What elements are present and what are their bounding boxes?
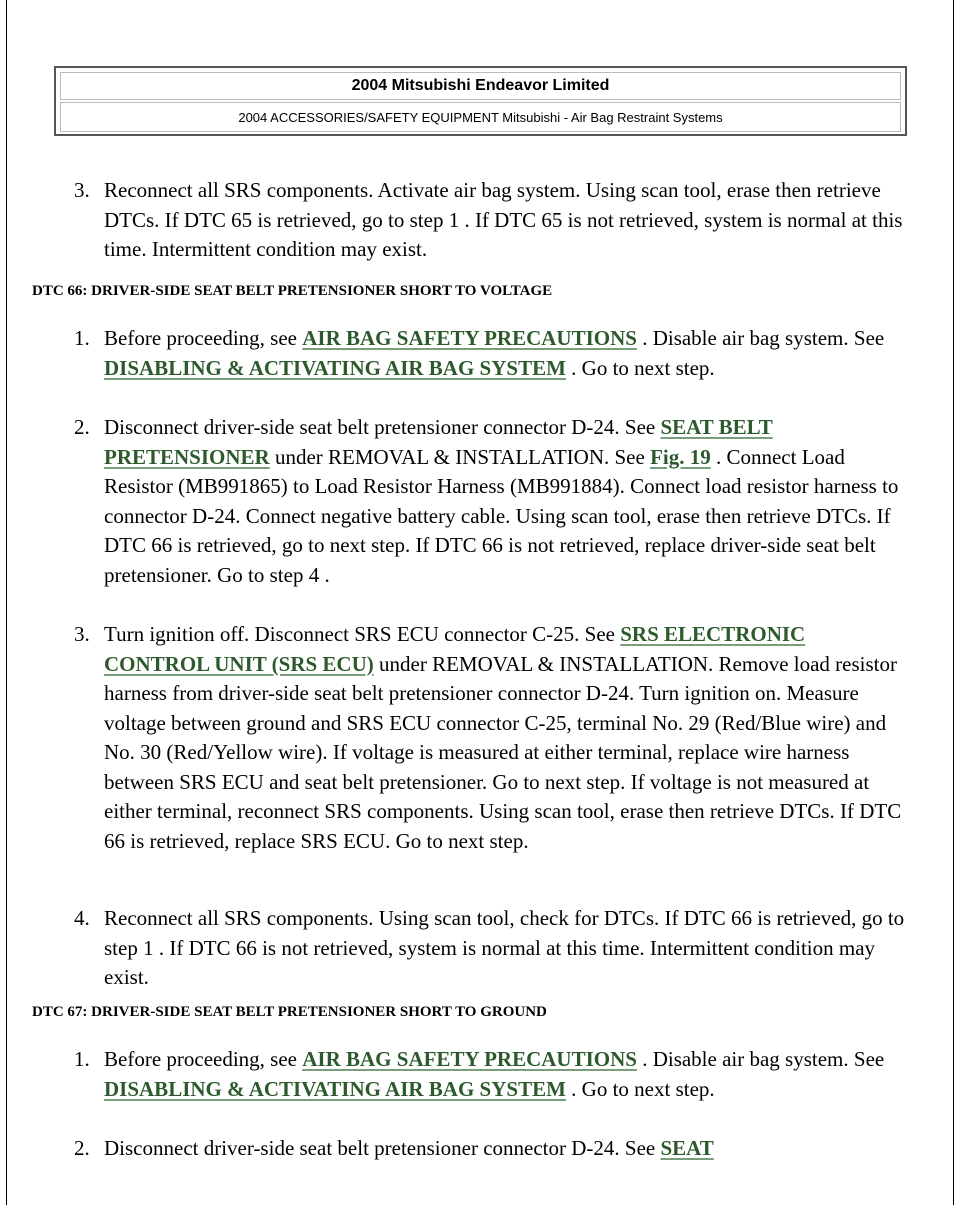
document-header [54,66,907,136]
dtc67-heading: DTC 67: DRIVER-SIDE SEAT BELT PRETENSIONER SHORT TO GROUND [32,1004,547,1020]
step-number: 3. [74,178,90,202]
seat-belt-pretensioner-link[interactable]: SEAT BELT PRETENSIONER [104,415,773,469]
text-run: . Disable air bag system. See [636,1047,885,1071]
text-run: under REMOVAL & INSTALLATION. Remove load resistor harness from driver-side seat belt pretensioner connector D-24. Turn ignition on. Measure voltage between ground and SRS ECU connector C-25, terminal No. 29 (Red/Blue wire) and No. 30 (Red/Yellow wire). If voltage is measured at either terminal, replace wire harness between SRS ECU and seat belt pretensioner. Go to next step. If voltage is not measured at either terminal, reconnect SRS components. Using scan tool, erase then retrieve DTCs. If DTC 66 is retrieved, replace SRS ECU. Go to next step. [104,651,902,853]
step-number: 1. [74,1047,90,1071]
step-text [104,620,910,856]
list-item [74,1045,910,1104]
seat-belt-pretensioner-link[interactable]: SEAT [660,1136,714,1160]
list-item [74,413,910,590]
step-number: 2. [74,415,90,439]
text-run: Disconnect driver-side seat belt pretensioner connector D-24. See [104,415,661,439]
step-text: Reconnect all SRS components. Using scan tool, check for DTCs. If DTC 66 is retrieved, go to step 1 . If DTC 66 is not retrieved, system is normal at this time. Intermittent condition may exist. [104,906,905,989]
list-item [74,176,910,265]
air-bag-safety-precautions-link[interactable]: AIR BAG SAFETY PRECAUTIONS [302,1047,637,1071]
fig-19-link[interactable]: Fig. 19 [650,444,711,469]
text-run: Turn ignition off. Disconnect SRS ECU connector C-25. See [104,622,621,646]
vehicle-title: 2004 Mitsubishi Endeavor Limited [60,72,901,100]
step-text [104,1045,910,1104]
list-item [74,324,910,383]
step-number: 2. [74,1136,90,1160]
text-run: under REMOVAL & INSTALLATION. See [269,444,651,469]
step-text [104,1134,910,1164]
list-item [74,904,910,993]
text-run: Disconnect driver-side seat belt pretensioner connector D-24. See [104,1136,661,1160]
disabling-activating-air-bag-link[interactable]: DISABLING & ACTIVATING AIR BAG SYSTEM [104,1076,566,1101]
air-bag-safety-precautions-link[interactable]: AIR BAG SAFETY PRECAUTIONS [302,326,637,350]
dtc66-heading: DTC 66: DRIVER-SIDE SEAT BELT PRETENSIONER SHORT TO VOLTAGE [32,283,553,299]
text-run: . Connect Load Resistor (MB991865) to Load Resistor Harness (MB991884). Connect load resistor harness to connector D-24. Connect negative battery cable. Using scan tool, erase then retrieve DTCs. If DTC 66 is retrieved, go to next step. If DTC 66 is not retrieved, replace driver-side seat belt pretensioner. Go to step 4 . [104,444,899,587]
text-run: . Go to next step. [565,1076,715,1101]
step-number: 1. [74,326,90,350]
step-text [104,324,910,383]
list-item [74,1134,910,1164]
disabling-activating-air-bag-link[interactable]: DISABLING & ACTIVATING AIR BAG SYSTEM [104,355,566,380]
srs-ecu-link[interactable]: SRS ELECTRONIC CONTROL UNIT (SRS ECU) [104,622,806,676]
section-subtitle: 2004 ACCESSORIES/SAFETY EQUIPMENT Mitsubishi - Air Bag Restraint Systems [60,102,901,132]
step-number: 4. [74,906,90,930]
step-number: 3. [74,622,90,646]
step-text [104,413,910,590]
text-run: . Disable air bag system. See [636,326,885,350]
step-text: Reconnect all SRS components. Activate air bag system. Using scan tool, erase then retrieve DTCs. If DTC 65 is retrieved, go to step 1 . If DTC 65 is not retrieved, system is normal at this time. Intermittent condition may exist. [104,178,903,261]
text-run: . Go to next step. [565,355,715,380]
text-run: Before proceeding, see [104,1047,303,1071]
text-run: Before proceeding, see [104,326,303,350]
list-item [74,620,910,856]
